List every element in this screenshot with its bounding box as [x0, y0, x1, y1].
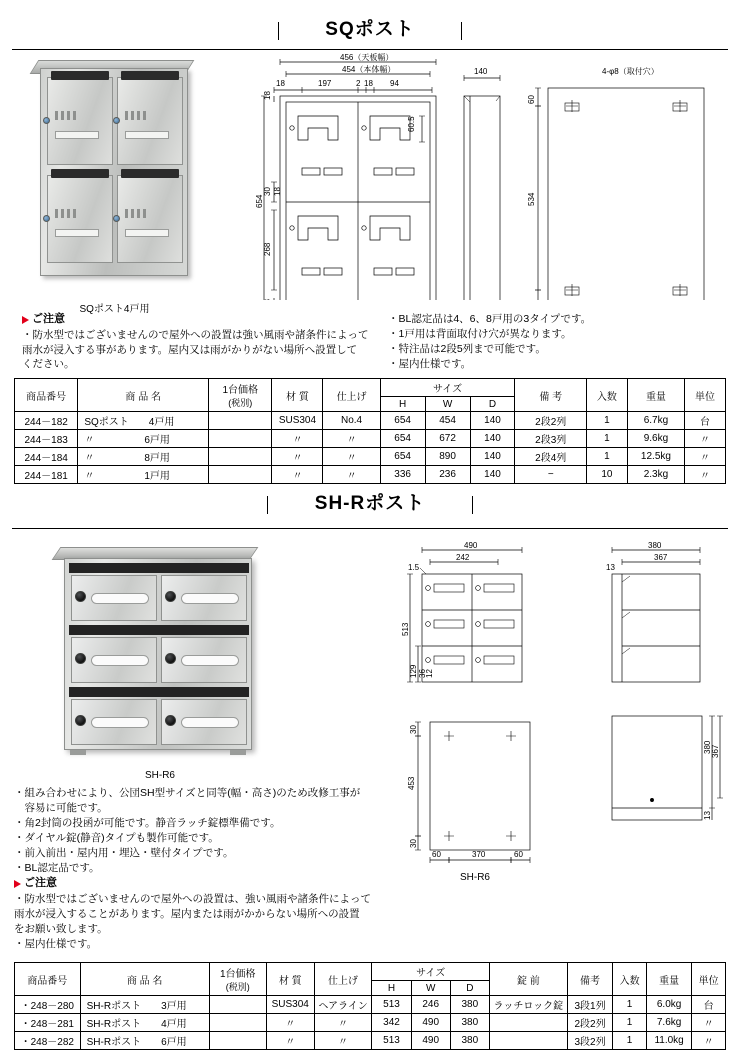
- sq-door: [47, 175, 113, 263]
- page-title-shr: SH-Rポスト: [314, 493, 426, 514]
- sq-note: 雨水が浸入する事があります。屋内又は雨がかりがない場所へ設置して: [22, 343, 358, 356]
- sq-vent: [143, 111, 146, 120]
- th-finish: 仕上げ: [314, 963, 372, 996]
- table-row: [15, 1032, 726, 1050]
- sq-vent: [55, 209, 58, 218]
- cell-name: SH-Rポスト 3戸用: [80, 996, 209, 1014]
- th-h: H: [380, 397, 425, 412]
- cell-d: 140: [470, 430, 515, 448]
- sq-vent: [143, 209, 146, 218]
- sq-vent: [67, 111, 70, 120]
- cell-price: [209, 466, 272, 484]
- cell-material: SUS304: [266, 996, 314, 1014]
- shr-product-photo: [40, 540, 280, 770]
- svg-text:513: 513: [401, 622, 410, 636]
- cell-material: 〃: [266, 1032, 314, 1050]
- svg-text:12: 12: [425, 669, 434, 678]
- svg-text:1.5: 1.5: [408, 563, 420, 572]
- sq-lock-knob[interactable]: [43, 117, 50, 124]
- cell-finish: 〃: [323, 430, 380, 448]
- svg-text:380: 380: [648, 541, 662, 550]
- sq-vent: [73, 209, 76, 218]
- cell-unit: 〃: [692, 1032, 726, 1050]
- sq-door: [117, 77, 183, 165]
- table-row: [15, 412, 726, 430]
- sq-door: [117, 175, 183, 263]
- sq-vent: [55, 111, 58, 120]
- cell-finish: 〃: [323, 466, 380, 484]
- cell-finish: 〃: [314, 1014, 372, 1032]
- cell-h: 654: [380, 412, 425, 430]
- cell-qty: 1: [613, 1014, 647, 1032]
- cell-lock: [489, 1014, 567, 1032]
- th-price-sub: (税別): [228, 398, 253, 408]
- cell-w: 246: [411, 996, 450, 1014]
- th-w: W: [411, 981, 450, 996]
- sq-note: ・特注品は2段5列まで可能です。: [388, 342, 546, 355]
- cell-h: 513: [372, 1032, 411, 1050]
- sq-vent: [73, 111, 76, 120]
- svg-text:18: 18: [364, 79, 373, 88]
- cell-unit: 台: [685, 412, 726, 430]
- cell-weight: 9.6kg: [627, 430, 684, 448]
- shr-note: ・組み合わせにより、公団SH型サイズと同等(幅・高さ)のため改修工事が: [14, 787, 361, 799]
- shr-caution-note: 雨水が浸入することがあります。屋内または雨がかからない場所への設置: [14, 907, 360, 920]
- cell-name: SH-Rポスト 4戸用: [80, 1014, 209, 1032]
- cell-remarks: −: [515, 466, 587, 484]
- cell-h: 654: [380, 430, 425, 448]
- sq-nameplate: [125, 229, 169, 237]
- shr-slot-strip: [69, 625, 249, 635]
- svg-text:18: [263, 299, 272, 300]
- th-weight: 重量: [627, 379, 684, 412]
- svg-text:129: 129: [409, 664, 418, 678]
- svg-text:140: 140: [474, 67, 488, 76]
- th-d: D: [450, 981, 489, 996]
- shr-leg: [70, 750, 86, 755]
- shr-note: ・前入前出・屋内用・埋込・壁付タイプです。: [14, 846, 234, 859]
- shr-dial-lock[interactable]: [75, 591, 86, 602]
- th-w: W: [425, 397, 470, 412]
- cell-qty: 1: [613, 1032, 647, 1050]
- cell-finish: 〃: [323, 448, 380, 466]
- shr-note: ・ダイヤル錠(静音)タイプも製作可能です。: [14, 831, 219, 844]
- th-price: [209, 963, 266, 996]
- svg-text:197: 197: [318, 79, 332, 88]
- cell-qty: 1: [586, 430, 627, 448]
- th-h: H: [372, 981, 411, 996]
- svg-text:370: 370: [472, 850, 486, 859]
- sq-note: ・1戸用は背面取付け穴が異なります。: [388, 327, 572, 340]
- cell-remarks: 2段2列: [567, 1014, 613, 1032]
- shr-drawing-caption: SH-R6: [459, 872, 490, 883]
- svg-text:490: 490: [464, 541, 478, 550]
- th-lock: 錠 前: [489, 963, 567, 996]
- cell-w: 490: [411, 1032, 450, 1050]
- cell-code: 244－184: [15, 448, 78, 466]
- cell-finish: ヘアライン: [314, 996, 372, 1014]
- svg-text:36: 36: [418, 669, 427, 678]
- sq-spec-table: [14, 378, 726, 484]
- shr-photo-caption: SH-R6: [144, 770, 175, 781]
- cell-unit: 〃: [692, 1014, 726, 1032]
- shr-caution-note: をお願い致します。: [14, 922, 108, 935]
- shr-nameplate: [91, 655, 149, 666]
- sq-note: ・屋内仕様です。: [388, 357, 472, 370]
- cell-material: 〃: [272, 466, 323, 484]
- table-row: [15, 996, 726, 1014]
- cell-remarks: 2段3列: [515, 430, 587, 448]
- shr-leg: [230, 750, 246, 755]
- cell-code: ・248－280: [15, 996, 81, 1014]
- cell-unit: 台: [692, 996, 726, 1014]
- cell-price: [209, 1014, 266, 1032]
- svg-text:2: 2: [356, 79, 361, 88]
- warning-triangle-icon: [22, 316, 29, 324]
- cell-code: 244－181: [15, 466, 78, 484]
- shr-dial-lock[interactable]: [165, 591, 176, 602]
- cell-code: ・248－282: [15, 1032, 81, 1050]
- shr-nameplate: [181, 717, 239, 728]
- sq-nameplate: [125, 131, 169, 139]
- table-row: [15, 430, 726, 448]
- cell-name: 〃 6戸用: [78, 430, 209, 448]
- sq-mail-slot: [51, 71, 109, 80]
- svg-text:30: 30: [263, 187, 272, 196]
- cell-d: 140: [470, 412, 515, 430]
- sq-vent: [137, 209, 140, 218]
- svg-text:13: 13: [606, 563, 615, 572]
- cell-weight: 7.6kg: [646, 1014, 691, 1032]
- svg-text:18: 18: [276, 79, 285, 88]
- cell-h: 336: [380, 466, 425, 484]
- th-finish: 仕上げ: [323, 379, 380, 412]
- svg-text:268: 268: [263, 242, 272, 256]
- th-name: 商 品 名: [78, 379, 209, 412]
- shr-slot-strip: [69, 687, 249, 697]
- shr-caution-note: ・屋内仕様です。: [14, 937, 98, 950]
- th-material: 材 質: [266, 963, 314, 996]
- cell-name: 〃 1戸用: [78, 466, 209, 484]
- shr-dial-lock[interactable]: [165, 715, 176, 726]
- th-qty: 入数: [613, 963, 647, 996]
- sq-product-photo: [22, 54, 207, 294]
- table-row: [15, 1014, 726, 1032]
- cell-code: 244－183: [15, 430, 78, 448]
- shr-caution-head: [14, 876, 414, 892]
- cell-h: 513: [372, 996, 411, 1014]
- shr-drawings: [400, 536, 736, 866]
- shr-note: ・BL認定品です。: [14, 861, 100, 874]
- cell-w: 672: [425, 430, 470, 448]
- svg-text:30: 30: [409, 725, 418, 734]
- sq-vent: [131, 209, 134, 218]
- cell-lock: [489, 1032, 567, 1050]
- cell-unit: 〃: [685, 448, 726, 466]
- sq-vent: [125, 111, 128, 120]
- th-price-sub: (税別): [225, 982, 250, 992]
- shr-nameplate: [91, 717, 149, 728]
- sq-photo-caption: SQポスト4戸用: [79, 304, 150, 315]
- title-tick-right: [461, 22, 462, 40]
- cell-lock: ラッチロック錠: [489, 996, 567, 1014]
- sq-notes-right: [388, 312, 728, 372]
- cell-h: 654: [380, 448, 425, 466]
- cell-d: 380: [450, 996, 489, 1014]
- sq-caution-head: [22, 312, 382, 328]
- shr-nameplate: [181, 655, 239, 666]
- cell-w: 890: [425, 448, 470, 466]
- cell-w: 490: [411, 1014, 450, 1032]
- cell-price: [209, 430, 272, 448]
- cell-material: SUS304: [272, 412, 323, 430]
- sq-cabinet-body: [40, 68, 188, 276]
- cell-weight: 6.0kg: [646, 996, 691, 1014]
- cell-w: 236: [425, 466, 470, 484]
- svg-text:18: 18: [263, 91, 272, 100]
- sq-vent: [137, 111, 140, 120]
- shr-section-title-wrap: [0, 488, 740, 515]
- cell-weight: 2.3kg: [627, 466, 684, 484]
- svg-text:4-φ8（取付穴）: 4-φ8（取付穴）: [602, 67, 659, 76]
- th-remarks: 備 考: [515, 379, 587, 412]
- cell-name: 〃 8戸用: [78, 448, 209, 466]
- sq-lock-knob[interactable]: [43, 215, 50, 222]
- cell-remarks: 3段2列: [567, 1032, 613, 1050]
- svg-text:60.5: 60.5: [407, 116, 416, 132]
- th-size: サイズ: [380, 379, 515, 397]
- table-row: [15, 448, 726, 466]
- svg-text:367: 367: [711, 744, 720, 758]
- svg-text:94: 94: [390, 79, 399, 88]
- table-header-row: [15, 963, 726, 981]
- svg-text:60: 60: [514, 850, 523, 859]
- th-price: [209, 379, 272, 412]
- sq-note: ください。: [22, 358, 75, 371]
- svg-text:30: 30: [409, 839, 418, 848]
- svg-text:456（天板幅）: 456（天板幅）: [340, 53, 394, 62]
- th-code: 商品番号: [15, 379, 78, 412]
- th-code: 商品番号: [15, 963, 81, 996]
- cell-material: 〃: [272, 430, 323, 448]
- sq-vent: [61, 209, 64, 218]
- warning-triangle-icon: [14, 880, 21, 888]
- svg-text:367: 367: [654, 553, 668, 562]
- cell-qty: 10: [586, 466, 627, 484]
- cell-finish: No.4: [323, 412, 380, 430]
- table-header-row: [15, 379, 726, 397]
- shr-caution-title: ご注意: [24, 877, 57, 890]
- th-size: サイズ: [372, 963, 489, 981]
- cell-qty: 1: [586, 412, 627, 430]
- th-unit: 単位: [692, 963, 726, 996]
- svg-text:534: 534: [527, 192, 536, 206]
- sq-mail-slot: [121, 169, 179, 178]
- cell-code: ・248－281: [15, 1014, 81, 1032]
- shr-slot-strip: [69, 563, 249, 573]
- sq-lock-knob[interactable]: [113, 117, 120, 124]
- svg-text:13: 13: [703, 811, 712, 820]
- cell-remarks: 3段1列: [567, 996, 613, 1014]
- cell-d: 380: [450, 1014, 489, 1032]
- shr-note: ・角2封筒の投函が可能です。静音ラッチ錠標準備です。: [14, 816, 281, 829]
- shr-notes: [14, 786, 414, 952]
- th-weight: 重量: [646, 963, 691, 996]
- cell-material: 〃: [266, 1014, 314, 1032]
- sq-note: ・防水型ではございませんので屋外への設置は強い風雨や諸条件によって: [22, 328, 369, 341]
- title-tick-left: [278, 22, 279, 40]
- th-qty: 入数: [586, 379, 627, 412]
- shr-cabinet-body: [64, 558, 252, 750]
- title-tick-right: [472, 496, 473, 514]
- sq-vent: [61, 111, 64, 120]
- cell-name: SH-Rポスト 6戸用: [80, 1032, 209, 1050]
- th-unit: 単位: [685, 379, 726, 412]
- cell-price: [209, 996, 266, 1014]
- cell-qty: 1: [586, 448, 627, 466]
- sq-mail-slot: [121, 71, 179, 80]
- sq-door: [47, 77, 113, 165]
- cell-material: 〃: [272, 448, 323, 466]
- svg-text:380: 380: [703, 740, 712, 754]
- th-material: 材 質: [272, 379, 323, 412]
- shr-nameplate: [181, 593, 239, 604]
- shr-dial-lock[interactable]: [75, 715, 86, 726]
- svg-text:60: 60: [432, 850, 441, 859]
- th-remarks: 備考: [567, 963, 613, 996]
- shr-dial-lock[interactable]: [75, 653, 86, 664]
- cell-remarks: 2段2列: [515, 412, 587, 430]
- sq-notes-left: [22, 312, 382, 372]
- cell-unit: 〃: [685, 466, 726, 484]
- cell-price: [209, 412, 272, 430]
- shr-dial-lock[interactable]: [165, 653, 176, 664]
- divider-shr: [12, 528, 728, 529]
- page-title-sq: SQポスト: [325, 19, 415, 40]
- cell-weight: 6.7kg: [627, 412, 684, 430]
- svg-text:654: 654: [255, 194, 264, 208]
- sq-mail-slot: [51, 169, 109, 178]
- cell-d: 380: [450, 1032, 489, 1050]
- cell-price: [209, 448, 272, 466]
- sq-vent: [125, 209, 128, 218]
- cell-h: 342: [372, 1014, 411, 1032]
- th-price-main: 1台価格: [222, 385, 259, 396]
- cell-d: 140: [470, 448, 515, 466]
- sq-vent: [131, 111, 134, 120]
- th-d: D: [470, 397, 515, 412]
- sq-drawings: [250, 50, 730, 300]
- sq-nameplate: [55, 229, 99, 237]
- cell-qty: 1: [613, 996, 647, 1014]
- cell-name: SQポスト 4戸用: [78, 412, 209, 430]
- sq-vent: [67, 209, 70, 218]
- title-tick-left: [267, 496, 268, 514]
- sq-caution-title: ご注意: [32, 313, 65, 325]
- svg-text:60: 60: [527, 95, 536, 104]
- cell-price: [209, 1032, 266, 1050]
- shr-spec-table: [14, 962, 726, 1050]
- svg-text:453: 453: [407, 776, 416, 790]
- cell-weight: 11.0kg: [646, 1032, 691, 1050]
- cell-finish: 〃: [314, 1032, 372, 1050]
- shr-caution-note: ・防水型ではございませんので屋外への設置は、強い風雨や諸条件によって: [14, 893, 371, 906]
- cell-remarks: 2段4列: [515, 448, 587, 466]
- sq-lock-knob[interactable]: [113, 215, 120, 222]
- sq-nameplate: [55, 131, 99, 139]
- sq-note: ・BL認定品は4、6、8戸用の3タイプです。: [388, 313, 592, 325]
- svg-text:242: 242: [456, 553, 470, 562]
- shr-nameplate: [91, 593, 149, 604]
- table-row: [15, 466, 726, 484]
- cell-unit: 〃: [685, 430, 726, 448]
- cell-w: 454: [425, 412, 470, 430]
- sq-section-title-wrap: [0, 14, 740, 41]
- th-price-main: 1台価格: [219, 969, 256, 980]
- shr-note: 容易に可能です。: [14, 801, 108, 814]
- cell-weight: 12.5kg: [627, 448, 684, 466]
- svg-text:18: 18: [273, 187, 282, 196]
- cell-code: 244－182: [15, 412, 78, 430]
- svg-text:454（本体幅）: 454（本体幅）: [342, 65, 396, 74]
- th-name: 商 品 名: [80, 963, 209, 996]
- cell-d: 140: [470, 466, 515, 484]
